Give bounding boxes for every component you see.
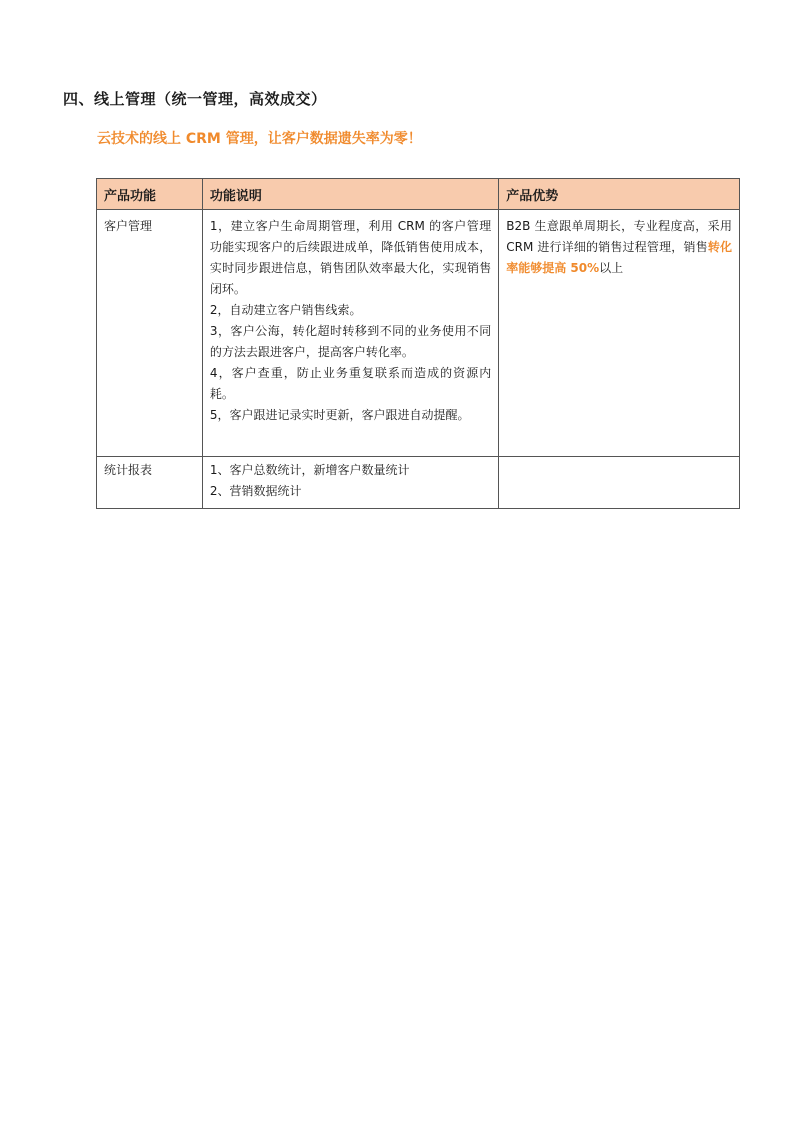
header-advantage: 产品优势 xyxy=(499,179,740,210)
advantage-highlight: 转化率能够提高 50% xyxy=(506,240,732,275)
description-line: 1，建立客户生命周期管理，利用 CRM 的客户管理功能实现客户的后续跟进成单，降低销售使用成本，实时同步跟进信息，销售团队效率最大化，实现销售闭环。 xyxy=(209,219,492,296)
advantage-text: B2B 生意跟单周期长，专业程度高，采用 CRM 进行详细的销售过程管理，销售 xyxy=(506,219,732,254)
table-row xyxy=(97,457,740,509)
table-row xyxy=(97,210,740,457)
feature-cell: 客户管理 xyxy=(97,210,203,457)
description-cell xyxy=(202,210,498,457)
header-description: 功能说明 xyxy=(202,179,498,210)
section-slogan: 云技术的线上 CRM 管理，让客户数据遗失率为零！ xyxy=(97,131,422,147)
description-cell xyxy=(202,457,498,509)
table-header-row xyxy=(97,179,740,210)
advantage-suffix: 以上 xyxy=(599,261,624,275)
feature-table xyxy=(96,178,740,509)
feature-cell: 统计报表 xyxy=(97,457,203,509)
description-line: 4，客户查重，防止业务重复联系而造成的资源内耗。 xyxy=(209,366,492,401)
header-feature: 产品功能 xyxy=(97,179,203,210)
section-heading: 四、线上管理（统一管理，高效成交） xyxy=(63,90,327,108)
advantage-cell xyxy=(499,210,740,457)
description-line: 2，自动建立客户销售线索。 xyxy=(209,303,362,317)
description-line: 1、客户总数统计，新增客户数量统计 xyxy=(209,463,410,477)
description-line: 3，客户公海，转化超时转移到不同的业务使用不同的方法去跟进客户，提高客户转化率。 xyxy=(209,324,492,359)
advantage-cell xyxy=(499,457,740,509)
description-line: 2、营销数据统计 xyxy=(209,484,302,498)
description-line: 5，客户跟进记录实时更新，客户跟进自动提醒。 xyxy=(209,408,470,422)
